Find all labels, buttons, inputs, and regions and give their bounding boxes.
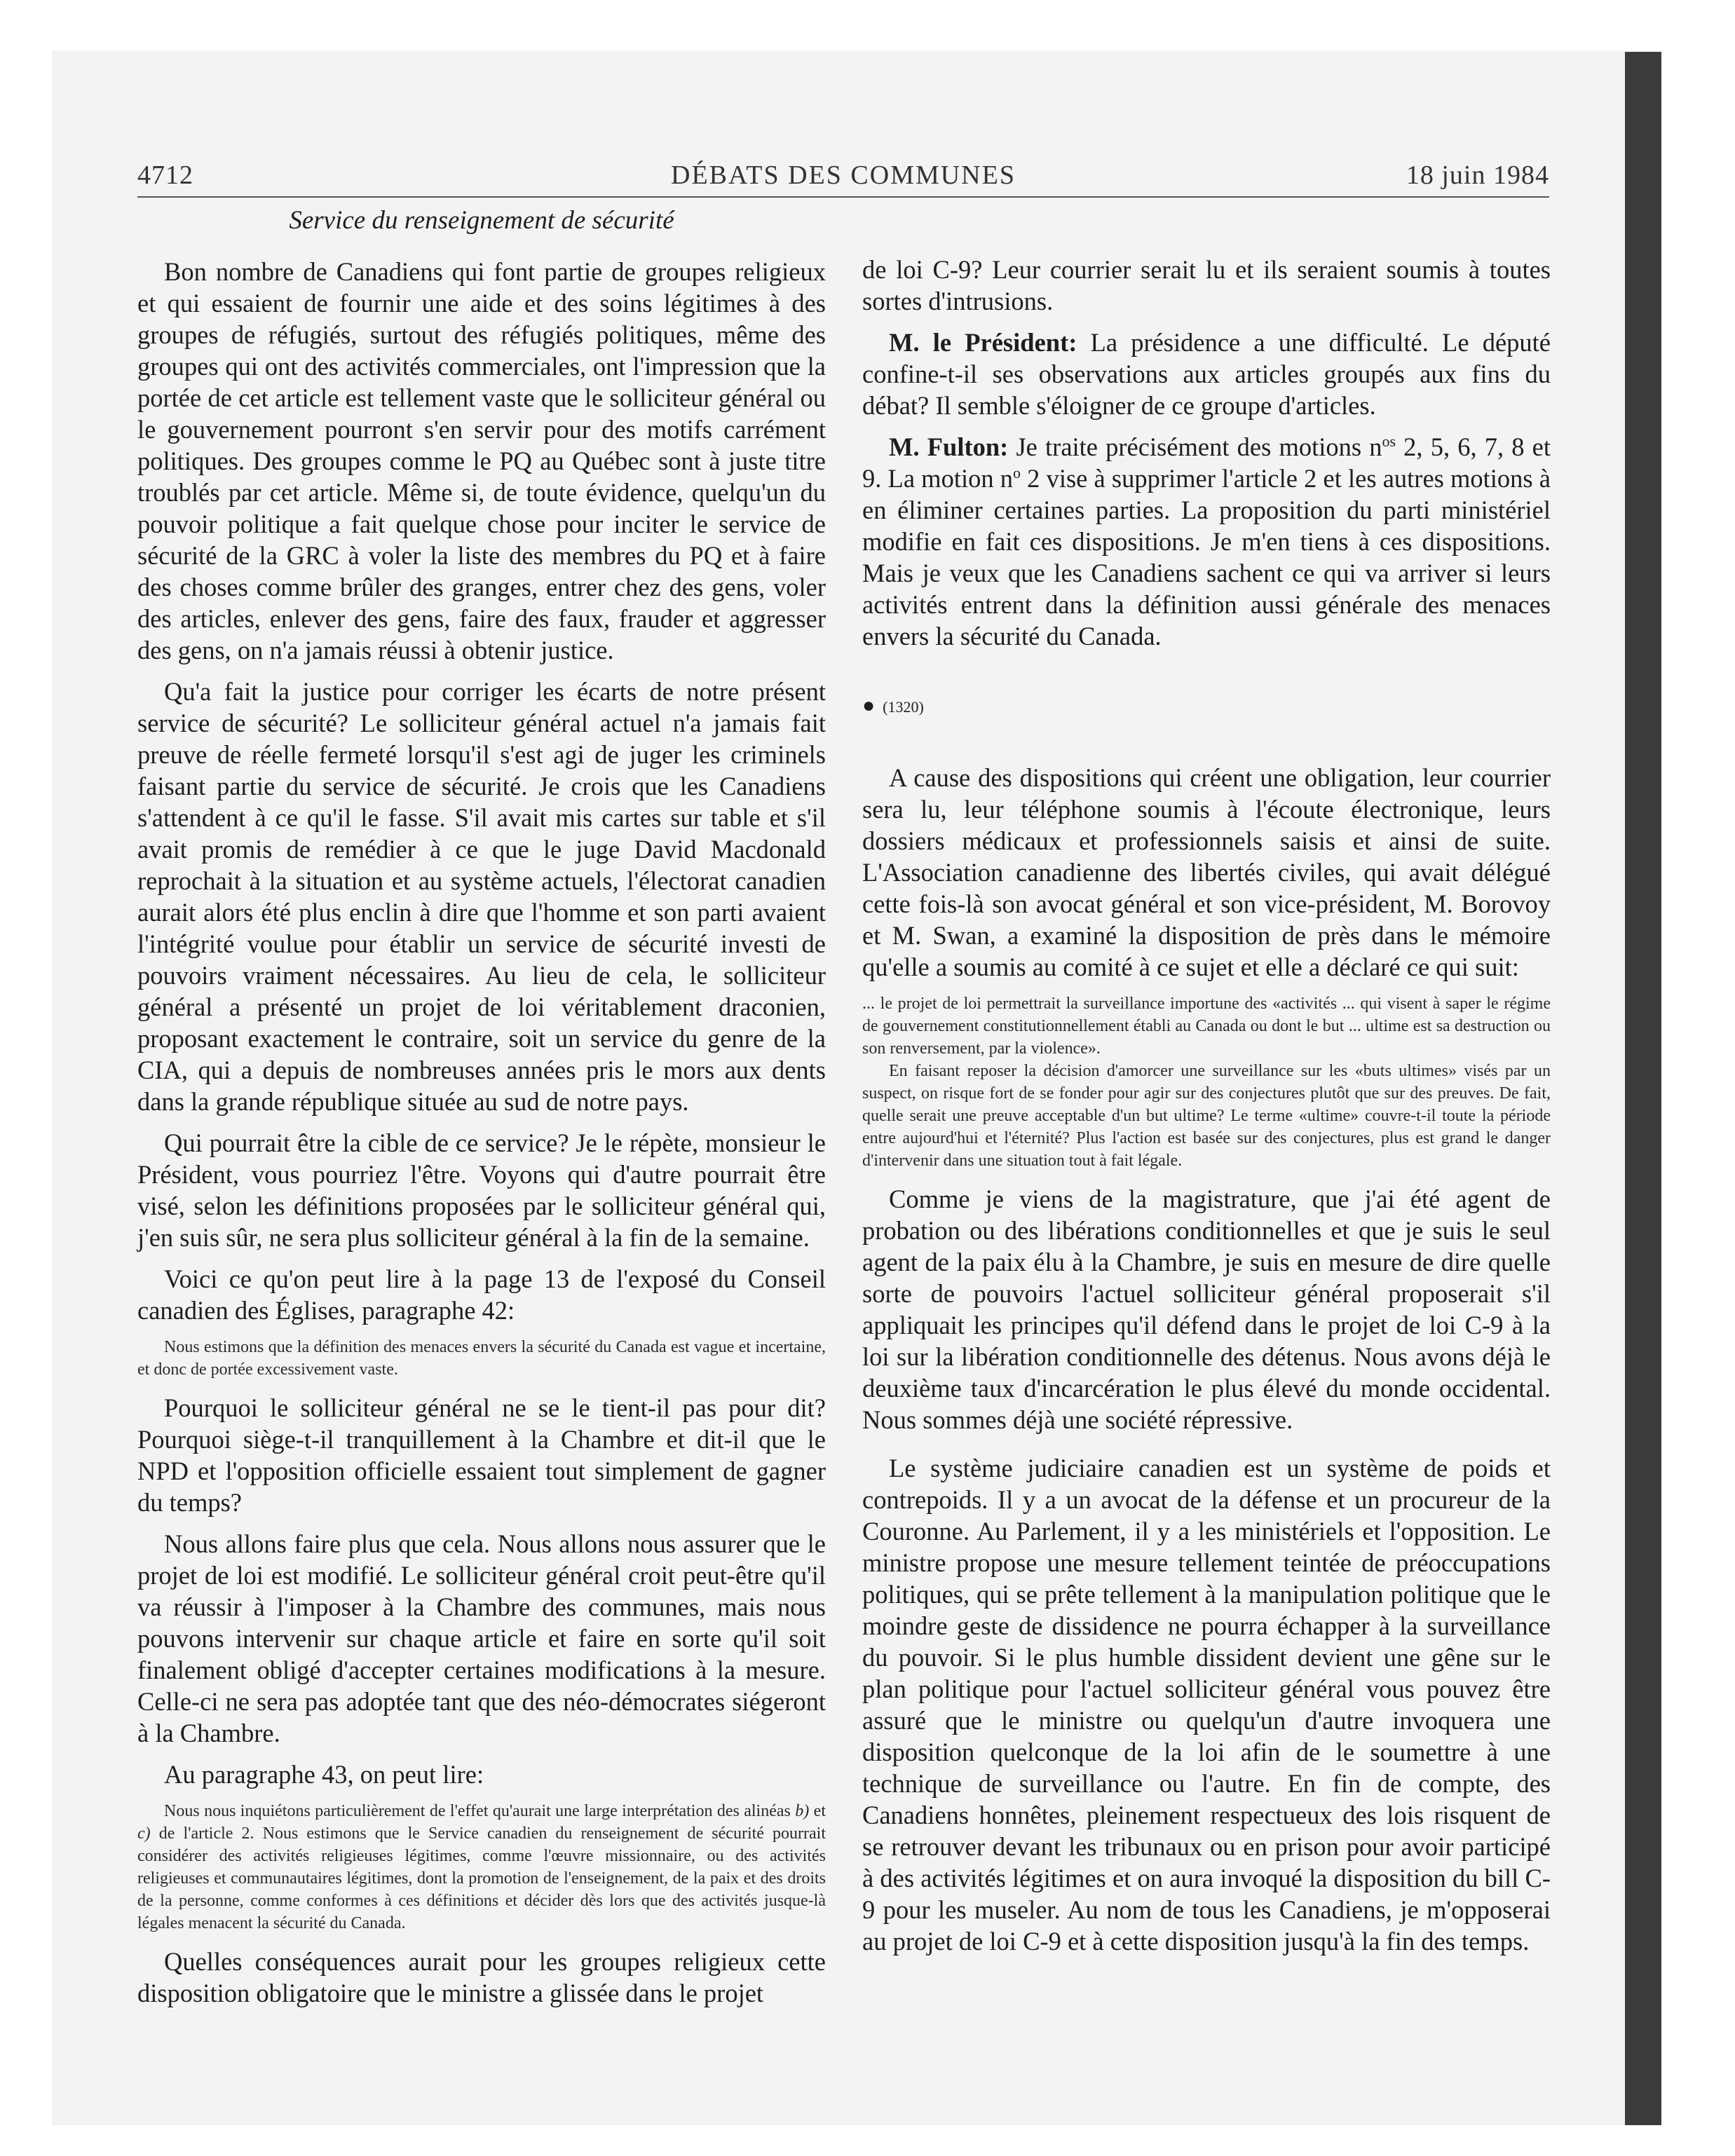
paragraph: de loi C-9? Leur courrier serait lu et ils seraient soumis à toutes sortes d'intrusions. <box>862 255 1551 315</box>
block-quote: En faisant reposer la décision d'amorcer une surveillance sur les «buts ultimes» visés par un suspect, on risque fort de se fonder pour agir sur des conjectures plutôt que sur des preuves. De fait, quelle serait une preuve acceptable d'un but ultime? Le terme «ultime» couvre-t-il toute la période entre aujourd'hui et l'éternité? Plus l'action est basée sur des conjectures, plus est grand le danger d'intervenir dans une situation tout à fait légale. <box>862 1062 1551 1170</box>
right-column <box>862 254 1551 1967</box>
page-date: 18 juin 1984 <box>1406 161 1549 190</box>
paragraph: A cause des dispositions qui créent une obligation, leur courrier sera lu, leur téléphone soumis à l'écoute électronique, leurs dossiers médicaux et professionnels saisis et ainsi de suite. L'Association canadienne des libertés civiles, qui avait délégué cette fois-là son avocat général et son vice-président, M. Borovoy et M. Swan, a examiné la disposition de près dans le mémoire qu'elle a soumis au comité à ce sujet et elle a déclaré ce qui suit: <box>862 763 1551 981</box>
paragraph: Comme je viens de la magistrature, que j'ai été agent de probation ou des libérations conditionnelles et que je suis le seul agent de la paix élu à la Chambre, je suis en mesure de dire quelle sorte de pouvoirs l'actuel solliciteur général proposerait s'il appliquait les principes qu'il défend dans le projet de loi C-9 à la loi sur la libération conditionnelle des détenus. Nous avons déjà le deuxième taux d'incarcération le plus élevé du monde occidental. Nous sommes déjà une société répressive. <box>862 1185 1551 1434</box>
scan-edge-bar <box>1625 52 1661 2125</box>
speaker-name: M. le Président: <box>889 328 1077 357</box>
time-marker: ● (1320) <box>862 694 924 717</box>
paragraph: Le système judiciaire canadien est un système de poids et contrepoids. Il y a un avocat de la défense et un procureur de la Couronne. Au Parlement, il y a les ministériels et l'opposition. Le ministre propose une mesure tellement teintée de préoccupations politiques, qui se prête tellement à la manipulation politique que le moindre geste de dissidence ne pourra échapper à la surveillance du pouvoir. Si le plus humble dissident devient une gêne sur le plan politique pour l'actuel solliciteur général vous pouvez être assuré que le ministre ou quelqu'un d'autre invoquera une disposition quelconque de la loi afin de le soumettre à une technique de surveillance ou l'autre. En fin de compte, des Canadiens honnêtes, pleinement respectueux des lois risquent de se retrouver devant les tribunaux ou en prison pour avoir participé à des activités légitimes et on aura invoqué la disposition du bill C-9 pour les museler. Au nom de tous les Canadiens, je m'opposerai au projet de loi C-9 et à cette disposition jusqu'à la fin des temps. <box>862 1454 1551 1956</box>
left-column <box>137 205 826 2019</box>
paragraph: Pourquoi le solliciteur général ne se le tient-il pas pour dit? Pourquoi siège-t-il tranquillement à la Chambre et dit-il que le NPD et l'opposition officielle essaient tout simplement de gagner du temps? <box>137 1393 826 1517</box>
header-rule <box>137 196 1549 198</box>
paragraph: Voici ce qu'on peut lire à la page 13 de l'exposé du Conseil canadien des Églises, paragraphe 42: <box>137 1264 826 1325</box>
paragraph: Au paragraphe 43, on peut lire: <box>164 1760 484 1789</box>
paragraph: Bon nombre de Canadiens qui font partie de groupes religieux et qui essaient de fournir une aide et des soins légitimes à des groupes de réfugiés, surtout des réfugiés politiques, même des groupes qui ont des activités commerciales, ont l'impression que la portée de cet article est tellement vaste que le solliciteur général ou le gouvernement pourront s'en servir pour des motifs carrément politiques. Des groupes comme le PQ au Québec sont à juste titre troublés par cet article. Même si, de toute évidence, quelqu'un du pouvoir politique a fait quelque chose pour inciter le service de sécurité de la GRC à voler la liste des membres du PQ et à faire des choses comme brûler des granges, entrer chez des gens, voler des articles, enlever des gens, faire des faux, frauder et aggresser des gens, on n'a jamais réussi à obtenir justice. <box>137 257 826 664</box>
page-header <box>137 160 1549 196</box>
speech: M. le Président: La présidence a une difficulté. Le député confine-t-il ses observations aux articles groupés aux fins du débat? Il semble s'éloigner de ce groupe d'articles. <box>862 328 1551 420</box>
speech: M. Fulton: Je traite précisément des motions $n^{os}$ 2, 5, 6, 7, 8 et 9. La motion $n^o$ 2 vise à supprimer l'article 2 et les autres motions à en éliminer certaines parties. La proposition du parti ministériel modifie en fait ces dispositions. Je m'en tiens à ces dispositions. Mais je veux que les Canadiens sachent ce qui va arriver si leurs activités entrent dans la définition aussi générale des menaces envers la sécurité du Canada. <box>862 432 1551 650</box>
bullet-icon: ● <box>862 694 876 717</box>
publication-title: DÉBATS DES COMMUNES <box>671 161 1016 190</box>
page-number: 4712 <box>137 161 193 190</box>
paragraph: Qui pourrait être la cible de ce service? Je le répète, monsieur le Président, vous pourriez l'être. Voyons qui d'autre pourrait être visé, selon les définitions proposées par le solliciteur général qui, j'en suis sûr, ne sera plus solliciteur général à la fin de la semaine. <box>137 1128 826 1252</box>
paragraph: Quelles conséquences aurait pour les groupes religieux cette disposition obligatoire que le ministre a glissée dans le projet <box>137 1947 826 2007</box>
speaker-name: M. Fulton: <box>889 432 1009 461</box>
paragraph: Qu'a fait la justice pour corriger les écarts de notre présent service de sécurité? Le solliciteur général actuel n'a jamais fait preuve de réelle fermeté lorsqu'il s'est agi de juger les criminels faisant partie du service de sécurité. Je crois que les Canadiens s'attendent à ce qu'il le fasse. S'il avait mis cartes sur table et s'il avait promis de remédier à ce que le juge David Macdonald reprochait à la situation et au système actuels, l'électorat canadien aurait alors été plus enclin à dire que l'homme et son parti avaient l'intégrité voulue pour établir un service de sécurité investi de pouvoirs vraiment nécessaires. Au lieu de cela, le solliciteur général a présenté un projet de loi véritablement draconien, proposant exactement le contraire, soit un service du genre de la CIA, qui a depuis de nombreuses années pris le mors aux dents dans la grande république située au sud de notre pays. <box>137 677 826 1116</box>
block-quote: ... le projet de loi permettrait la surveillance importune des «activités ... qui visent à saper le régime de gouvernement constitutionnellement établi au Canada ou dont le but ... ultime est sa destruction ou son renversement, par la violence». <box>862 995 1551 1058</box>
paragraph: Nous allons faire plus que cela. Nous allons nous assurer que le projet de loi est modifié. Le solliciteur général croit peut-être qu'il va réussir à l'imposer à la Chambre des communes, mais nous pouvons intervenir sur chaque article et faire en sorte qu'il soit finalement obligé d'accepter certaines modifications à la mesure. Celle-ci ne sera pas adoptée tant que des néo-démocrates siégeront à la Chambre. <box>137 1529 826 1747</box>
block-quote: Nous nous inquiétons particulièrement de l'effet qu'aurait une large interprétation des alinéas b) et c) de l'article 2. Nous estimons que le Service canadien du renseignement de sécurité pourrait considérer des activités religieuses légitimes, comme l'œuvre missionnaire, ou des activités religieuses et communautaires légitimes, dont la promotion de l'enseignement, de la paix et des droits de la personne, comme conformes à ces définitions et décider dès lors que des activités jusque-là légales menacent la sécurité du Canada. <box>137 1802 826 1932</box>
block-quote: Nous estimons que la définition des menaces envers la sécurité du Canada est vague et incertaine, et donc de portée excessivement vaste. <box>137 1338 826 1379</box>
section-heading: Service du renseignement de sécurité <box>289 206 674 235</box>
